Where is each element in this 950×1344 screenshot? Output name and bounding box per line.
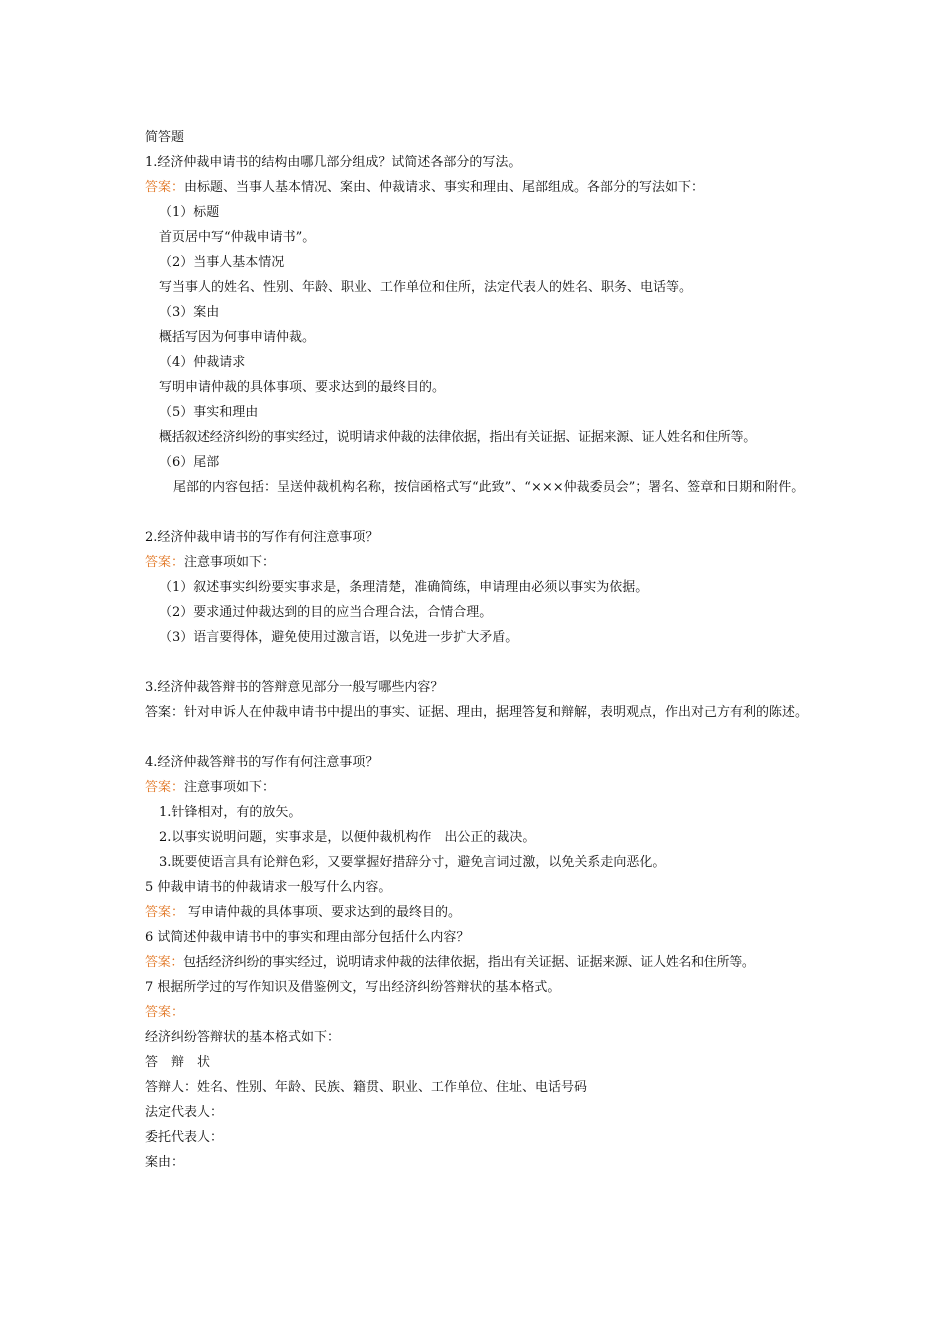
q4-item: 3.既要使语言具有论辩色彩，又要掌握好措辞分寸，避免言词过激，以免关系走向恶化。 xyxy=(159,855,666,870)
question-2: 2.经济仲裁申请书的写作有何注意事项？ xyxy=(145,530,379,545)
q7-line: 答辩人：姓名、性别、年龄、民族、籍贯、职业、工作单位、住址、电话号码 xyxy=(145,1080,588,1095)
q4-item: 1.针锋相对，有的放矢。 xyxy=(159,805,302,820)
q1-item-desc: 尾部的内容包括：呈送仲裁机构名称，按信函格式写“此致”、“×××仲裁委员会”；署名、签章和日期和附件。 xyxy=(173,480,805,495)
q1-item-title: （4）仲裁请求 xyxy=(159,355,246,370)
spacer xyxy=(145,725,815,750)
q1-item-desc: 概括写因为何事申请仲裁。 xyxy=(159,330,316,345)
spacer xyxy=(145,500,815,525)
q1-item-desc: 写明申请仲裁的具体事项、要求达到的最终目的。 xyxy=(159,380,446,395)
answer-2 xyxy=(145,550,815,575)
question-1: 1.经济仲裁申请书的结构由哪几部分组成？试简述各部分的写法。 xyxy=(145,155,522,170)
answer-text: 注意事项如下： xyxy=(184,555,276,570)
answer-text: 注意事项如下： xyxy=(184,780,276,795)
q1-item-title: （5）事实和理由 xyxy=(159,405,259,420)
answer-7 xyxy=(145,1000,815,1025)
q1-item-title: （6）尾部 xyxy=(159,455,220,470)
q2-item: （2）要求通过仲裁达到的目的应当合理合法，合情合理。 xyxy=(159,605,493,620)
document-page xyxy=(145,125,815,1175)
q1-item-title: （2）当事人基本情况 xyxy=(159,255,285,270)
answer-text: 由标题、当事人基本情况、案由、仲裁请求、事实和理由、尾部组成。各部分的写法如下： xyxy=(184,180,705,195)
question-5: 5 仲裁申请书的仲裁请求一般写什么内容。 xyxy=(145,880,392,895)
answer-label: 答案： xyxy=(145,1005,185,1020)
answer-text: 包括经济纠纷的事实经过，说明请求仲裁的法律依据，指出有关证据、证据来源、证人姓名和住所等。 xyxy=(183,955,755,970)
answer-label: 答案： xyxy=(145,555,185,570)
q7-line: 经济纠纷答辩状的基本格式如下： xyxy=(145,1030,341,1045)
answer-label: 答案： xyxy=(145,955,184,970)
answer-label: 答案： xyxy=(145,180,185,195)
q1-item-desc: 概括叙述经济纠纷的事实经过，说明请求仲裁的法律依据，指出有关证据、证据来源、证人姓名和住所等。 xyxy=(159,430,756,445)
q2-item: （1）叙述事实纠纷要实事求是，条理清楚，准确简练，申请理由必须以事实为依据。 xyxy=(159,580,649,595)
answer-6 xyxy=(145,950,815,975)
question-4: 4.经济仲裁答辩书的写作有何注意事项？ xyxy=(145,755,379,770)
answer-4 xyxy=(145,775,815,800)
q7-line: 案由： xyxy=(145,1155,185,1170)
answer-5 xyxy=(145,900,815,925)
q1-item-title: （3）案由 xyxy=(159,305,220,320)
q7-line: 法定代表人： xyxy=(145,1105,224,1120)
q1-item-title: （1）标题 xyxy=(159,205,220,220)
answer-1 xyxy=(145,175,815,200)
q1-item-desc: 首页居中写“仲裁申请书”。 xyxy=(159,230,316,245)
q4-item: 2.以事实说明问题，实事求是，以便仲裁机构作 出公正的裁决。 xyxy=(159,830,536,845)
answer-text: 写申请仲裁的具体事项、要求达到的最终目的。 xyxy=(188,905,462,920)
question-6: 6 试简述仲裁申请书中的事实和理由部分包括什么内容？ xyxy=(145,930,470,945)
q7-line: 委托代表人： xyxy=(145,1130,224,1145)
question-3: 3.经济仲裁答辩书的答辩意见部分一般写哪些内容？ xyxy=(145,680,444,695)
question-7: 7 根据所学过的写作知识及借鉴例文，写出经济纠纷答辩状的基本格式。 xyxy=(145,980,561,995)
spacer xyxy=(145,650,815,675)
q1-item-desc: 写当事人的姓名、性别、年龄、职业、工作单位和住所，法定代表人的姓名、职务、电话等。 xyxy=(159,280,693,295)
answer-3: 答案：针对申诉人在仲裁申请书中提出的事实、证据、理由，据理答复和辩解，表明观点，作出对己方有利的陈述。 xyxy=(145,705,809,720)
q2-item: （3）语言要得体，避免使用过激言语，以免进一步扩大矛盾。 xyxy=(159,630,519,645)
answer-label: 答案： xyxy=(145,780,185,795)
answer-label: 答案： xyxy=(145,905,185,920)
q7-line: 答 辩 状 xyxy=(145,1055,211,1070)
section-heading: 简答题 xyxy=(145,130,185,145)
